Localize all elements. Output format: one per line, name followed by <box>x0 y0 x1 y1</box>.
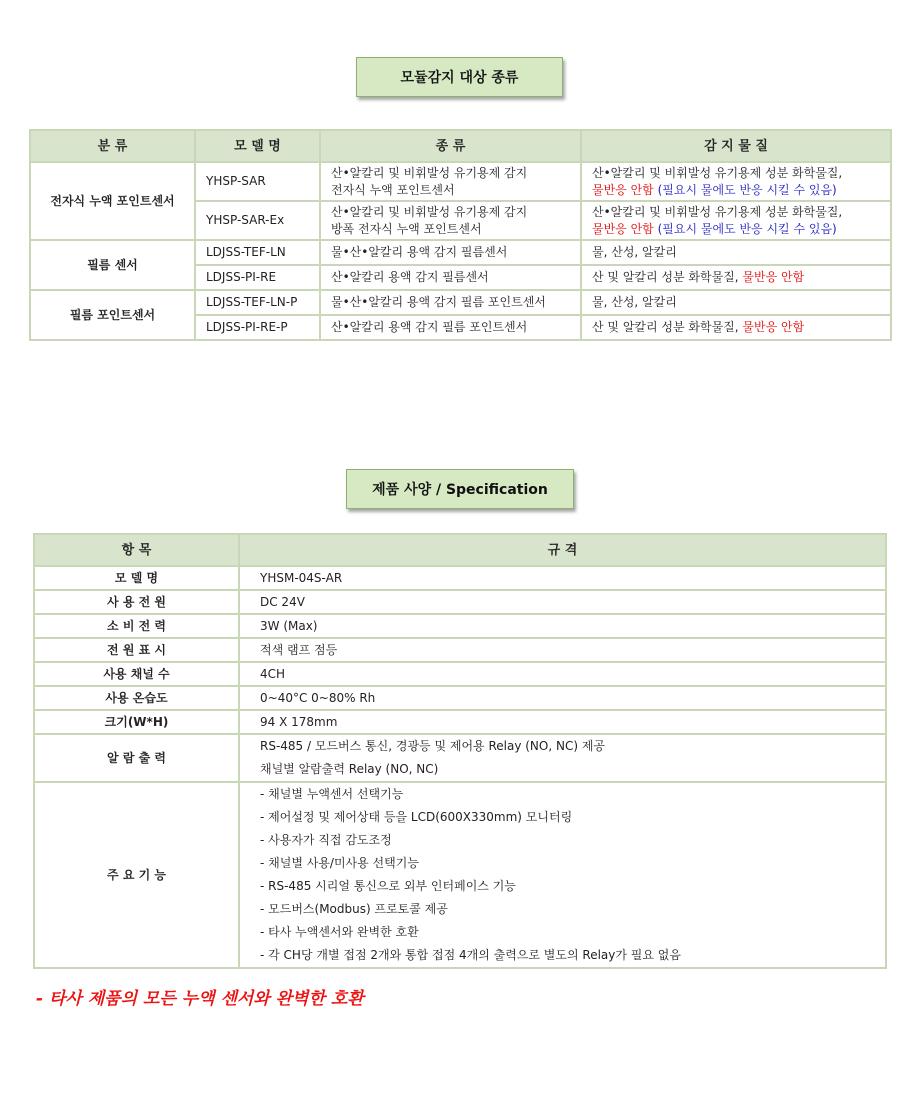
type-cell <box>320 201 581 240</box>
water-option-note: (필요시 물에도 반응 시킬 수 있음) <box>653 221 837 236</box>
spec-key: 주 요 기 능 <box>34 782 239 968</box>
feature-line: - 각 CH당 개별 접점 2개와 통합 접점 4개의 출력으로 별도의 Relay가 필요 없음 <box>260 948 681 962</box>
feature-line: - 모드버스(Modbus) 프로토콜 제공 <box>260 902 448 916</box>
header-spec: 규 격 <box>239 534 886 566</box>
model-cell: LDJSS-TEF-LN-P <box>195 290 320 315</box>
table-row <box>30 240 891 265</box>
spec-row <box>34 734 886 782</box>
spec-value: 94 X 178mm <box>239 710 886 734</box>
substance-cell <box>581 315 891 340</box>
spec-key: 모 델 명 <box>34 566 239 590</box>
substance-cell <box>581 201 891 240</box>
type-cell <box>320 162 581 201</box>
spec-row <box>34 662 886 686</box>
header-substance: 감 지 물 질 <box>581 130 891 162</box>
table-header-row <box>30 130 891 162</box>
substance-cell <box>581 265 891 290</box>
feature-line: - 채널별 사용/미사용 선택기능 <box>260 856 419 870</box>
type-cell: 산•알칼리 용액 감지 필름 포인트센서 <box>320 315 581 340</box>
header-model: 모 델 명 <box>195 130 320 162</box>
specification-table <box>33 533 887 969</box>
feature-line: - RS-485 시리얼 통신으로 외부 인터페이스 기능 <box>260 879 516 893</box>
header-item: 항 목 <box>34 534 239 566</box>
spec-value <box>239 782 886 968</box>
category-cell: 필름 포인트센서 <box>30 290 195 340</box>
spec-value: 3W (Max) <box>239 614 886 638</box>
spec-key: 소 비 전 력 <box>34 614 239 638</box>
header-type: 종 류 <box>320 130 581 162</box>
alarm-line: RS-485 / 모드버스 통신, 경광등 및 제어용 Relay (NO, NC) 제공 <box>260 739 605 753</box>
substance-cell: 물, 산성, 알칼리 <box>581 240 891 265</box>
spec-key: 사용 채널 수 <box>34 662 239 686</box>
no-water-reaction-text: 물반응 안함 <box>592 221 654 236</box>
substance-cell: 물, 산성, 알칼리 <box>581 290 891 315</box>
spec-key: 크기(W*H) <box>34 710 239 734</box>
spec-row <box>34 686 886 710</box>
feature-line: - 타사 누액센서와 완벽한 호환 <box>260 925 419 939</box>
spec-row <box>34 638 886 662</box>
compatibility-note: - 타사 제품의 모든 누액 센서와 완벽한 호환 <box>36 989 364 1009</box>
spec-row <box>34 614 886 638</box>
feature-line: - 채널별 누액센서 선택기능 <box>260 787 404 801</box>
detection-target-table <box>29 129 892 341</box>
table-row <box>30 290 891 315</box>
spec-value: 4CH <box>239 662 886 686</box>
no-water-reaction-text: 물반응 안함 <box>742 320 805 334</box>
spec-key: 전 원 표 시 <box>34 638 239 662</box>
water-option-note: (필요시 물에도 반응 시킬 수 있음) <box>653 182 837 197</box>
table-header-row <box>34 534 886 566</box>
header-category: 분 류 <box>30 130 195 162</box>
category-cell: 필름 센서 <box>30 240 195 290</box>
spec-row <box>34 710 886 734</box>
spec-value: 적색 램프 점등 <box>239 638 886 662</box>
no-water-reaction-text: 물반응 안함 <box>742 270 805 284</box>
substance-text: 산 및 알칼리 성분 화학물질, <box>592 320 743 334</box>
model-cell: LDJSS-PI-RE <box>195 265 320 290</box>
type-cell: 물•산•알칼리 용액 감지 필름센서 <box>320 240 581 265</box>
alarm-line: 채널별 알람출력 Relay (NO, NC) <box>260 762 439 776</box>
substance-line: 산•알칼리 및 비휘발성 유기용제 성분 화학물질, <box>592 204 843 219</box>
type-line: 산•알칼리 및 비휘발성 유기용제 감지 <box>331 165 528 180</box>
type-line: 산•알칼리 및 비휘발성 유기용제 감지 <box>331 204 528 219</box>
spec-key: 사 용 전 원 <box>34 590 239 614</box>
spec-value <box>239 734 886 782</box>
model-cell: YHSP-SAR <box>195 162 320 201</box>
category-cell: 전자식 누액 포인트센서 <box>30 162 195 240</box>
section2-title: 제품 사양 / Specification <box>346 469 574 509</box>
type-cell: 산•알칼리 용액 감지 필름센서 <box>320 265 581 290</box>
type-cell: 물•산•알칼리 용액 감지 필름 포인트센서 <box>320 290 581 315</box>
feature-line: - 제어설정 및 제어상태 등을 LCD(600X330mm) 모니터링 <box>260 810 573 824</box>
spec-key: 알 람 출 력 <box>34 734 239 782</box>
section1-title: 모듈감지 대상 종류 <box>356 57 563 97</box>
substance-cell <box>581 162 891 201</box>
spec-value: DC 24V <box>239 590 886 614</box>
spec-value: YHSM-04S-AR <box>239 566 886 590</box>
type-line: 방폭 전자식 누액 포인트센서 <box>331 221 482 236</box>
substance-line: 산•알칼리 및 비휘발성 유기용제 성분 화학물질, <box>592 165 843 180</box>
no-water-reaction-text: 물반응 안함 <box>592 182 654 197</box>
type-line: 전자식 누액 포인트센서 <box>331 182 455 197</box>
model-cell: LDJSS-TEF-LN <box>195 240 320 265</box>
spec-row <box>34 782 886 968</box>
spec-row <box>34 566 886 590</box>
spec-row <box>34 590 886 614</box>
substance-text: 산 및 알칼리 성분 화학물질, <box>592 270 743 284</box>
spec-value: 0~40°C 0~80% Rh <box>239 686 886 710</box>
spec-key: 사용 온습도 <box>34 686 239 710</box>
model-cell: YHSP-SAR-Ex <box>195 201 320 240</box>
feature-line: - 사용자가 직접 감도조정 <box>260 833 392 847</box>
table-row <box>30 162 891 201</box>
model-cell: LDJSS-PI-RE-P <box>195 315 320 340</box>
